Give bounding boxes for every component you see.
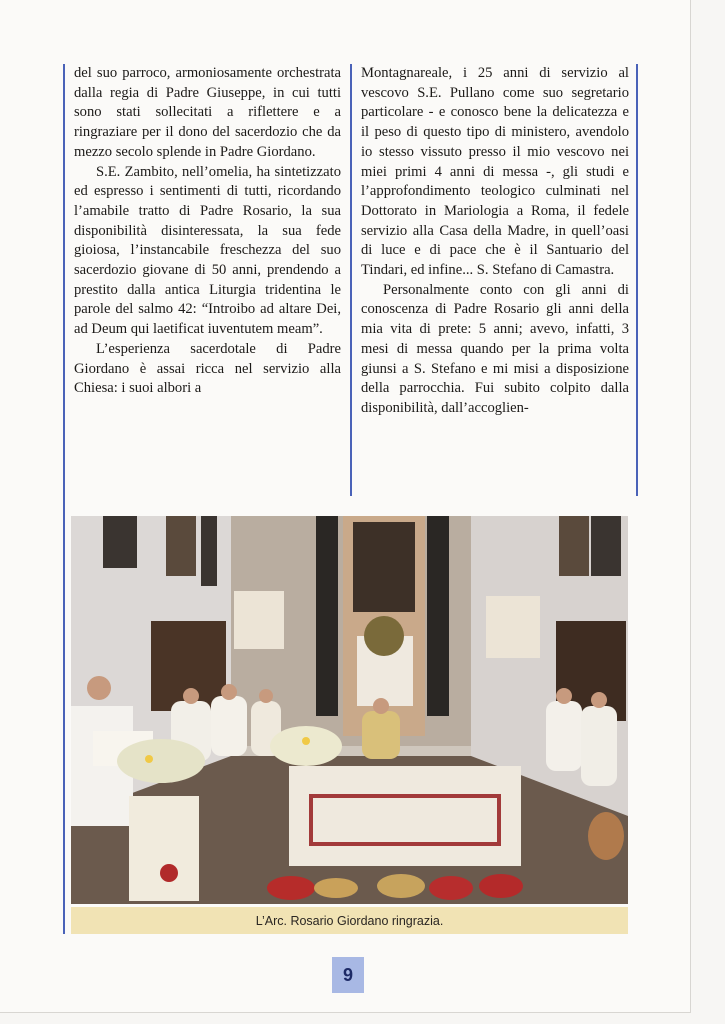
photo-caption-band xyxy=(71,907,628,934)
middle-column-rule xyxy=(350,64,352,496)
right-paragraph-2: Personalmente conto con gli anni di conoscenza di Padre Rosario gli anni della mia vita di prete: 5 anni; avevo, infatti, 3 mesi di messa quando per la prima volta giunsi a S. Stefano e mi misi a disposizione della parrocchia. Fui subito colpito dalla disponibilità, dall’accoglien- xyxy=(361,281,629,416)
right-text-column xyxy=(361,64,629,419)
page-number-box xyxy=(332,957,364,993)
left-paragraph-2: S.E. Zambito, nell’omelia, ha sintetizzato ed espresso i sentimenti di tutti, ricordando l’amabile tratto di Padre Rosario, la sua disponibilità disinteressata, la sua fede gioiosa, l’instancabile freschezza del suo sacerdozio giovane di 50 anni, prendendo a prestito dalla antica Liturgia tridentina le parole del salmo 42: “Introibo ad altare Dei, ad Deum qui laetificat iuventutem meam”. xyxy=(74,163,341,338)
church-ceremony-photo xyxy=(71,516,628,904)
left-paragraph-1: del suo parroco, armoniosamente orchestrata dalla regia di Padre Giuseppe, in cui tutti sono stati sollecitati a riflettere e a ringraziare per il dono del sacerdozio che da mezzo secolo splende in Padre Giordano. xyxy=(74,65,341,160)
left-column-rule xyxy=(63,64,65,934)
church-interior-illustration xyxy=(71,516,628,904)
photo-caption: L’Arc. Rosario Giordano ringrazia. xyxy=(255,913,444,928)
left-paragraph-3: L’esperienza sacerdotale di Padre Giordano è assai ricca nel servizio alla Chiesa: i suoi albori a xyxy=(74,340,341,397)
left-text-column xyxy=(74,64,341,399)
right-column-rule xyxy=(636,64,638,496)
right-paragraph-1: Montagnareale, i 25 anni di servizio al vescovo S.E. Pullano come suo segretario particolare - e conosco bene la delicatezza e il peso di questo tipo di ministero, avendolo io stesso vissuto presso il mio vescovo nei miei primi 4 anni di messa -, gli studi e l’approfondimento teologico culminati nel Dottorato in Mariologia a Roma, il fedele servizio alla Casa della Madre, in quell’oasi di luce e di pace che è il Santuario del Tindari, ed infine... S. Stefano di Camastra. xyxy=(361,65,629,279)
page-number: 9 xyxy=(342,964,353,985)
